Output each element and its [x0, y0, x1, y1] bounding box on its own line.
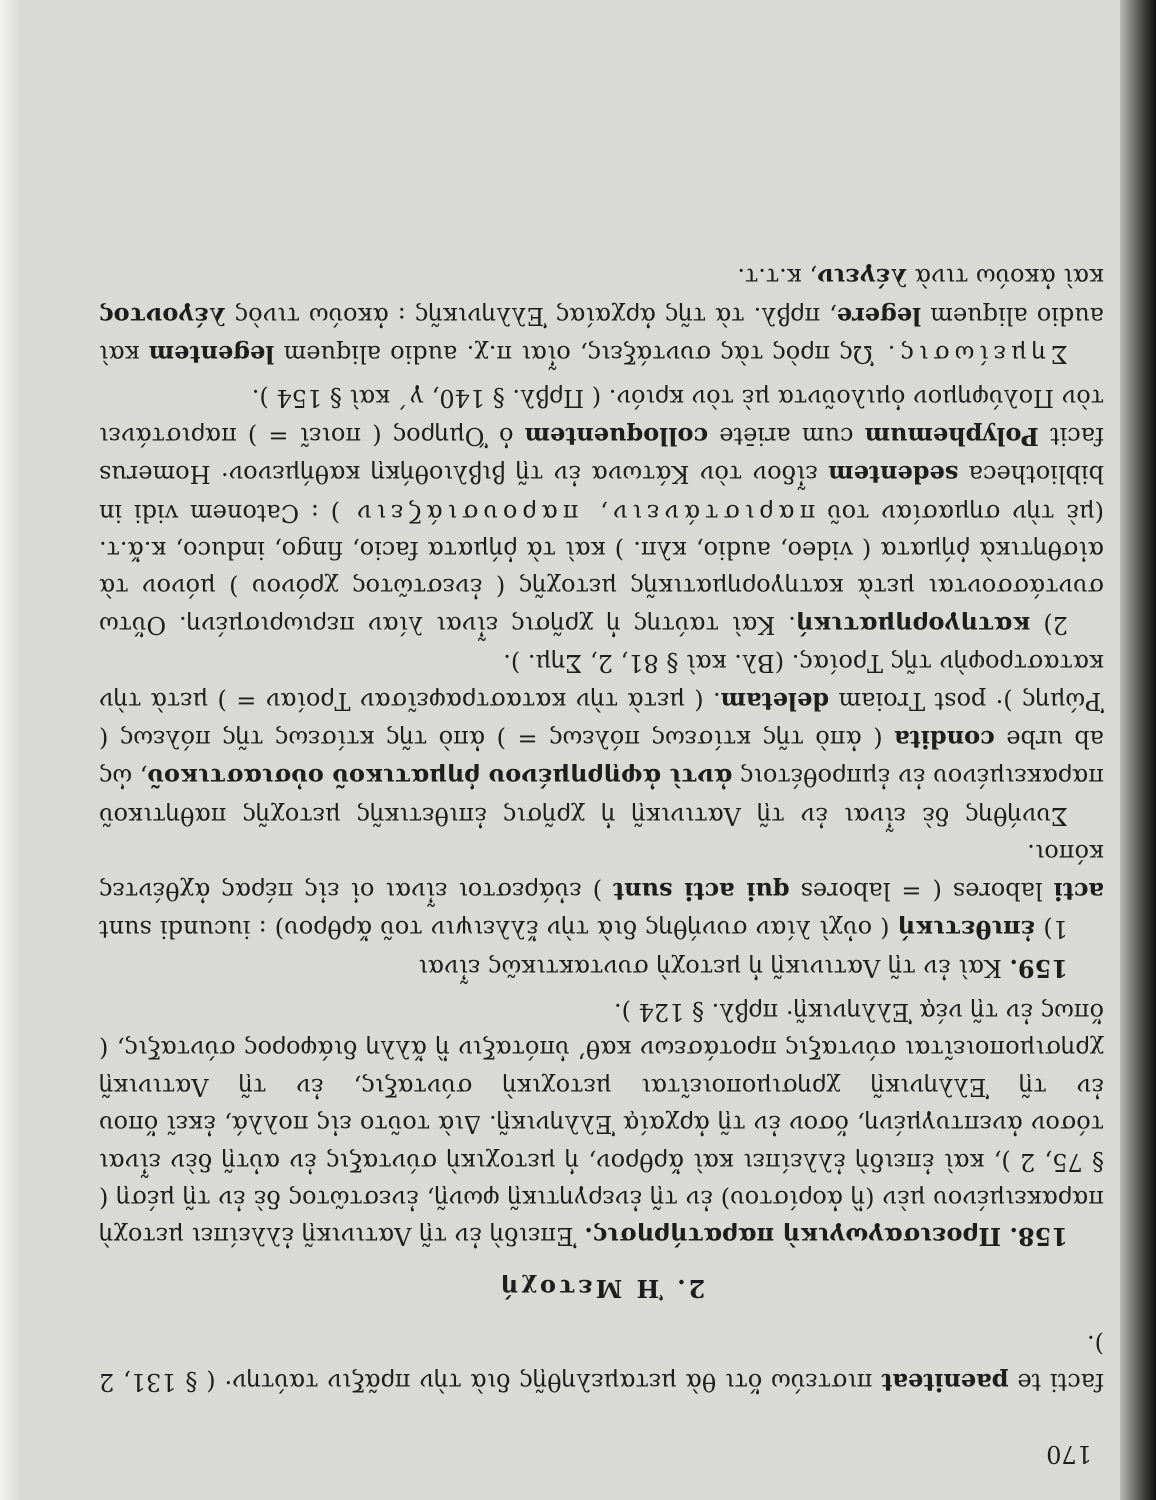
text-run: Ὡς πρὸς τὰς συντάξεις, οἷαι π.χ. audio aliquem — [274, 340, 883, 369]
text-run: ὁ Ὅμηρος ( ποιεῖ = ) παριστάνει τὸν Πολύφημον ὁμιλοῦντα μὲ τὸν κριόν. ( Πρβλ. § 140, γ΄ καὶ § 154 ). — [99, 384, 1104, 450]
paragraph-note — [99, 258, 1104, 373]
text-run: ( § 131, 2 ). — [99, 1330, 1104, 1396]
bold-term: ἀντὶ ἀφῃρημένου ῥηματικοῦ οὐσιαστικοῦ — [147, 763, 733, 793]
text-run: καὶ ἀκούω τινὰ — [907, 263, 1104, 292]
bold-term: legere — [836, 301, 922, 331]
text-run: Ἐπειδὴ ἐν τῇ Λατινικῇ ἐλλείπει μετοχὴ παρακειμένου μὲν (ἢ ἀορίστου) ἐν τῇ ἐνεργητικῇ φωνῇ, ἐνεστῶτος δὲ ἐν τῇ μέσῃ ( § 75, 2 ), καὶ ἐπειδὴ ἐλλείπει καὶ ἄρθρον, ἡ μετοχικὴ σύνταξις ἐν αὐτῇ δὲν εἶναι τόσον ἀνεπτυγμένη, ὅσον ἐν τῇ ἀρχαίᾳ Ἑλληνικῇ. Διὰ τοῦτο εἰς πολλά, ἐκεῖ ὅπου ἐν τῇ Ἑλληνικῇ χρησιμοποιεῖται μετοχικὴ σύνταξις, ἐν τῇ Λατινικῇ χρησιμοποιεῖται σύνταξις προτάσεων καθ’ ὑπόταξιν ἢ ἄλλη διάφορος σύνταξις, ( ὅπως ἐν τῇ νέᾳ Ἑλληνικῇ· πρβλ. § 124 ). — [99, 997, 1104, 1251]
section-number: 158. — [1009, 1222, 1068, 1252]
item-number: 1) — [1035, 915, 1068, 944]
text-run: εἶδον τὸν Κάτωνα ἐν τῇ βιβλιοθήκῃ καθήμενον· Homerus facit — [99, 421, 1104, 489]
bold-term: λέγοντος — [98, 301, 226, 331]
bold-term: sedentem — [828, 460, 959, 490]
text-run: ) : Catonem vidi in bibliotheca — [98, 460, 1104, 527]
bold-term: paeniteat — [881, 1367, 1009, 1397]
text-run: , πρβλ. τὰ τῆς ἀρχαίας Ἑλληνικῆς : ἀκούω τινὸς — [225, 301, 837, 330]
bold-term: κατηγορηματική — [795, 610, 1031, 640]
text-run: . ( μετὰ τὴν καταστραφεῖσαν Τροίαν = ) μετὰ τὴν καταστροφὴν τῆς Τροίας. (Βλ. καὶ § 81, 2, Σημ. ). — [99, 649, 1104, 715]
paragraph-epitheti-usage — [99, 644, 1104, 834]
text-run: cum ariēte — [708, 421, 865, 450]
text-run: labores ( = labores — [789, 876, 1054, 905]
bold-term: Polyphemum — [864, 421, 1039, 451]
bold-term: legentem — [148, 340, 275, 370]
text-run: facti te — [1008, 1367, 1104, 1396]
bold-term: qui acti sunt — [613, 876, 790, 906]
section-number: 159. — [1009, 953, 1068, 983]
item-number: 2) — [1030, 610, 1068, 639]
text-block — [99, 258, 1104, 1472]
text-run: καὶ audio aliquem — [98, 301, 1104, 369]
bold-term: colloquentem — [524, 421, 709, 451]
bold-term: acti — [1053, 876, 1104, 906]
note-label: Σημείωσις. — [882, 340, 1068, 369]
text-run: , ὡς ab urbe — [99, 725, 1104, 792]
text-run: Καὶ ἐν τῇ Λατινικῇ ἡ μετοχὴ συντακτικῶς εἶναι — [418, 953, 1010, 982]
text-run: , κ.τ.τ. — [737, 263, 818, 292]
text-run: ( ἀπὸ τῆς κτίσεως πόλεως = ) ἀπὸ τῆς κτίσεως τῆς πόλεως ( Ῥώμης )· post Troiam — [99, 686, 1104, 754]
text-run: ) εὐάρεστοι εἶναι οἱ εἰς πέρας ἀχθέντες κόποι. — [98, 839, 1104, 905]
paragraph-epitheti — [99, 834, 1104, 948]
bold-term: ἐπιθετική — [897, 915, 1036, 945]
page-number: 170 — [1046, 1440, 1092, 1468]
text-run: ( οὐχὶ λίαν συνήθης διὰ τὴν ἔλλειψιν τοῦ ἄρθρου) : iucundi sunt — [98, 915, 898, 944]
bold-term: deletam — [720, 686, 830, 716]
paragraph-kategorimatiki — [99, 379, 1104, 644]
paragraph-159 — [99, 948, 1104, 986]
bold-term: λέγειν — [817, 263, 908, 293]
text-run: . Καὶ ταύτης ἡ χρῆσις εἶναι λίαν περιωρισμένη. Οὕτω συντάσσονται μετὰ κατηγορηματικῆς μετοχῆς ( ἐνεστῶτος χρόνου ) μόνον τὰ αἰσθητικὰ ῥήματα ( video, audio, κλπ. ) καὶ τὰ ῥήματα facio, fingo, induco, κ.ἄ.τ. (μὲ τὴν σημασίαν τοῦ — [98, 498, 1104, 639]
spaced-term: παριστάνειν, παρουσιάζειν — [351, 498, 816, 527]
section-heading: 2. Ἡ Μετοχή — [497, 1273, 706, 1303]
bold-term: condita — [894, 725, 995, 755]
section-title: Προεισαγωγικὴ παρατήρησις. — [584, 1222, 1010, 1252]
paragraph-continuation — [99, 1325, 1104, 1401]
text-run: πιστεύω ὅτι θὰ μεταμεληθῇς διὰ τὴν πρᾶξιν ταύτην· — [224, 1367, 882, 1396]
paragraph-158 — [99, 993, 1104, 1256]
text-run: Συνήθης δὲ εἶναι ἐν τῇ Λατινικῇ ἡ χρῆσις ἐπιθετικῆς μετοχῆς παθητικοῦ παρακειμένου ἐν ἐμπροθέτοις — [99, 763, 1104, 830]
